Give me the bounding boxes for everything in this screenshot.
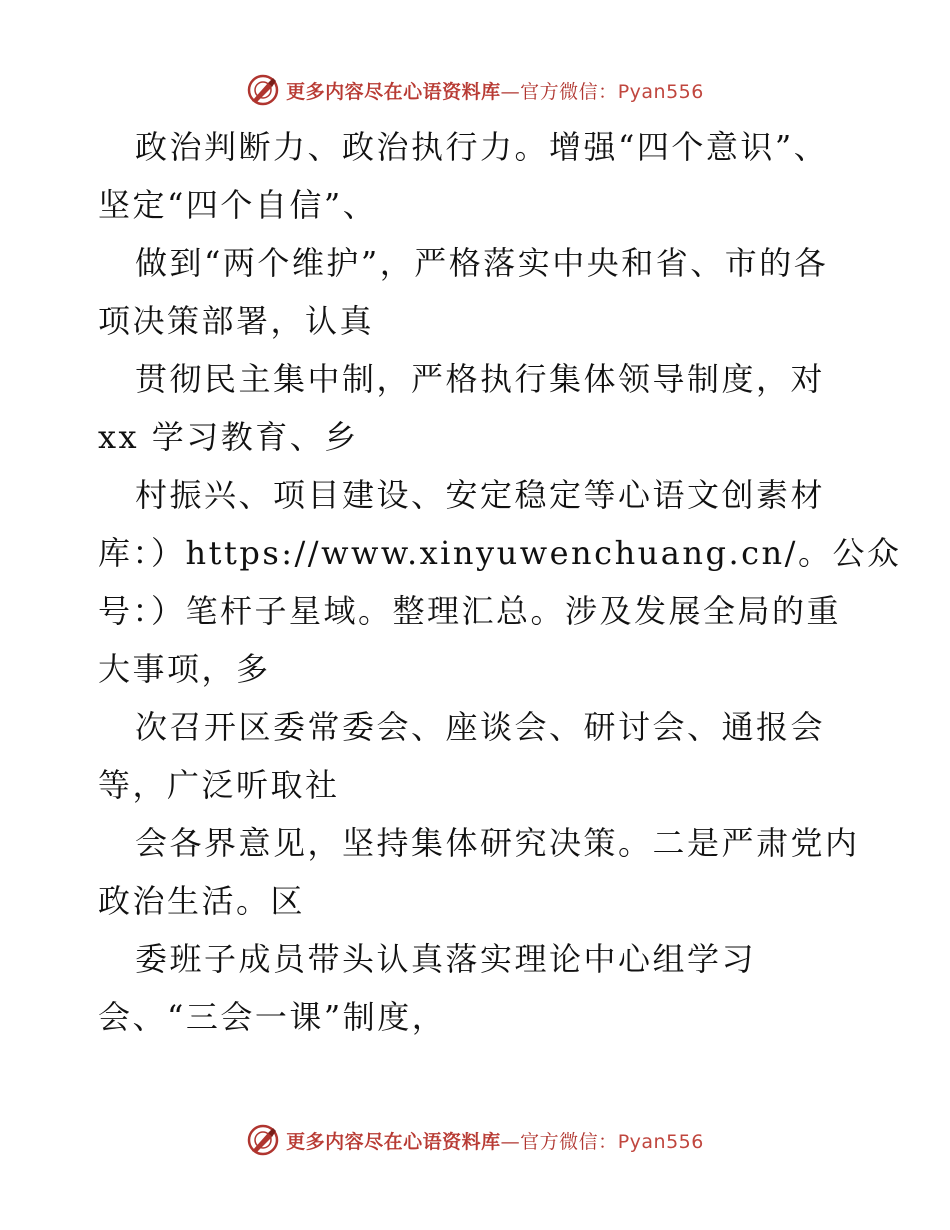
watermark-separator: — — [500, 80, 521, 103]
watermark-wechat-id: Pyan556 — [617, 1130, 704, 1153]
text-line: 政治生活。区 — [98, 882, 306, 920]
text-line: 会各界意见，坚持集体研究决策。二是严肃党内 — [135, 824, 860, 862]
text-line: 大事项，多 — [98, 650, 271, 688]
text-line: 等，广泛听取社 — [98, 766, 340, 804]
text-line: 次召开区委常委会、座谈会、研讨会、通报会 — [135, 708, 826, 746]
text-line: 委班子成员带头认真落实理论中心组学习 — [135, 940, 757, 978]
header-watermark — [0, 70, 950, 110]
pen-logo-icon — [246, 1123, 280, 1157]
text-line: 政治判断力、政治执行力。增强“四个意识”、 — [135, 128, 829, 166]
text-line: 号：）笔杆子星域。整理汇总。涉及发展全局的重 — [98, 592, 842, 630]
text-line: 坚定“四个自信”、 — [98, 186, 378, 224]
text-line: 项决策部署，认真 — [98, 302, 375, 340]
pen-logo-icon — [246, 73, 280, 107]
text-line: xx 学习教育、乡 — [98, 418, 359, 456]
watermark-text — [286, 1127, 704, 1154]
watermark-wechat-id: Pyan556 — [617, 80, 704, 103]
watermark-wechat-label: 官方微信： — [520, 80, 618, 103]
watermark-main: 更多内容尽在心语资料库 — [286, 80, 501, 103]
watermark-text — [286, 77, 704, 104]
text-line: 库：）https://www.xinyuwenchuang.cn/。公众 — [98, 534, 902, 572]
text-line: 村振兴、项目建设、安定稳定等心语文创素材 — [135, 476, 826, 514]
text-line: 会、“三会一课”制度， — [98, 998, 447, 1036]
document-body — [98, 118, 902, 1046]
text-line: 做到“两个维护”，严格落实中央和省、市的各 — [135, 244, 829, 282]
text-line: 贯彻民主集中制，严格执行集体领导制度，对 — [135, 360, 826, 398]
watermark-wechat-label: 官方微信： — [520, 1130, 618, 1153]
footer-watermark — [0, 1120, 950, 1160]
watermark-separator: — — [500, 1130, 521, 1153]
watermark-main: 更多内容尽在心语资料库 — [286, 1130, 501, 1153]
